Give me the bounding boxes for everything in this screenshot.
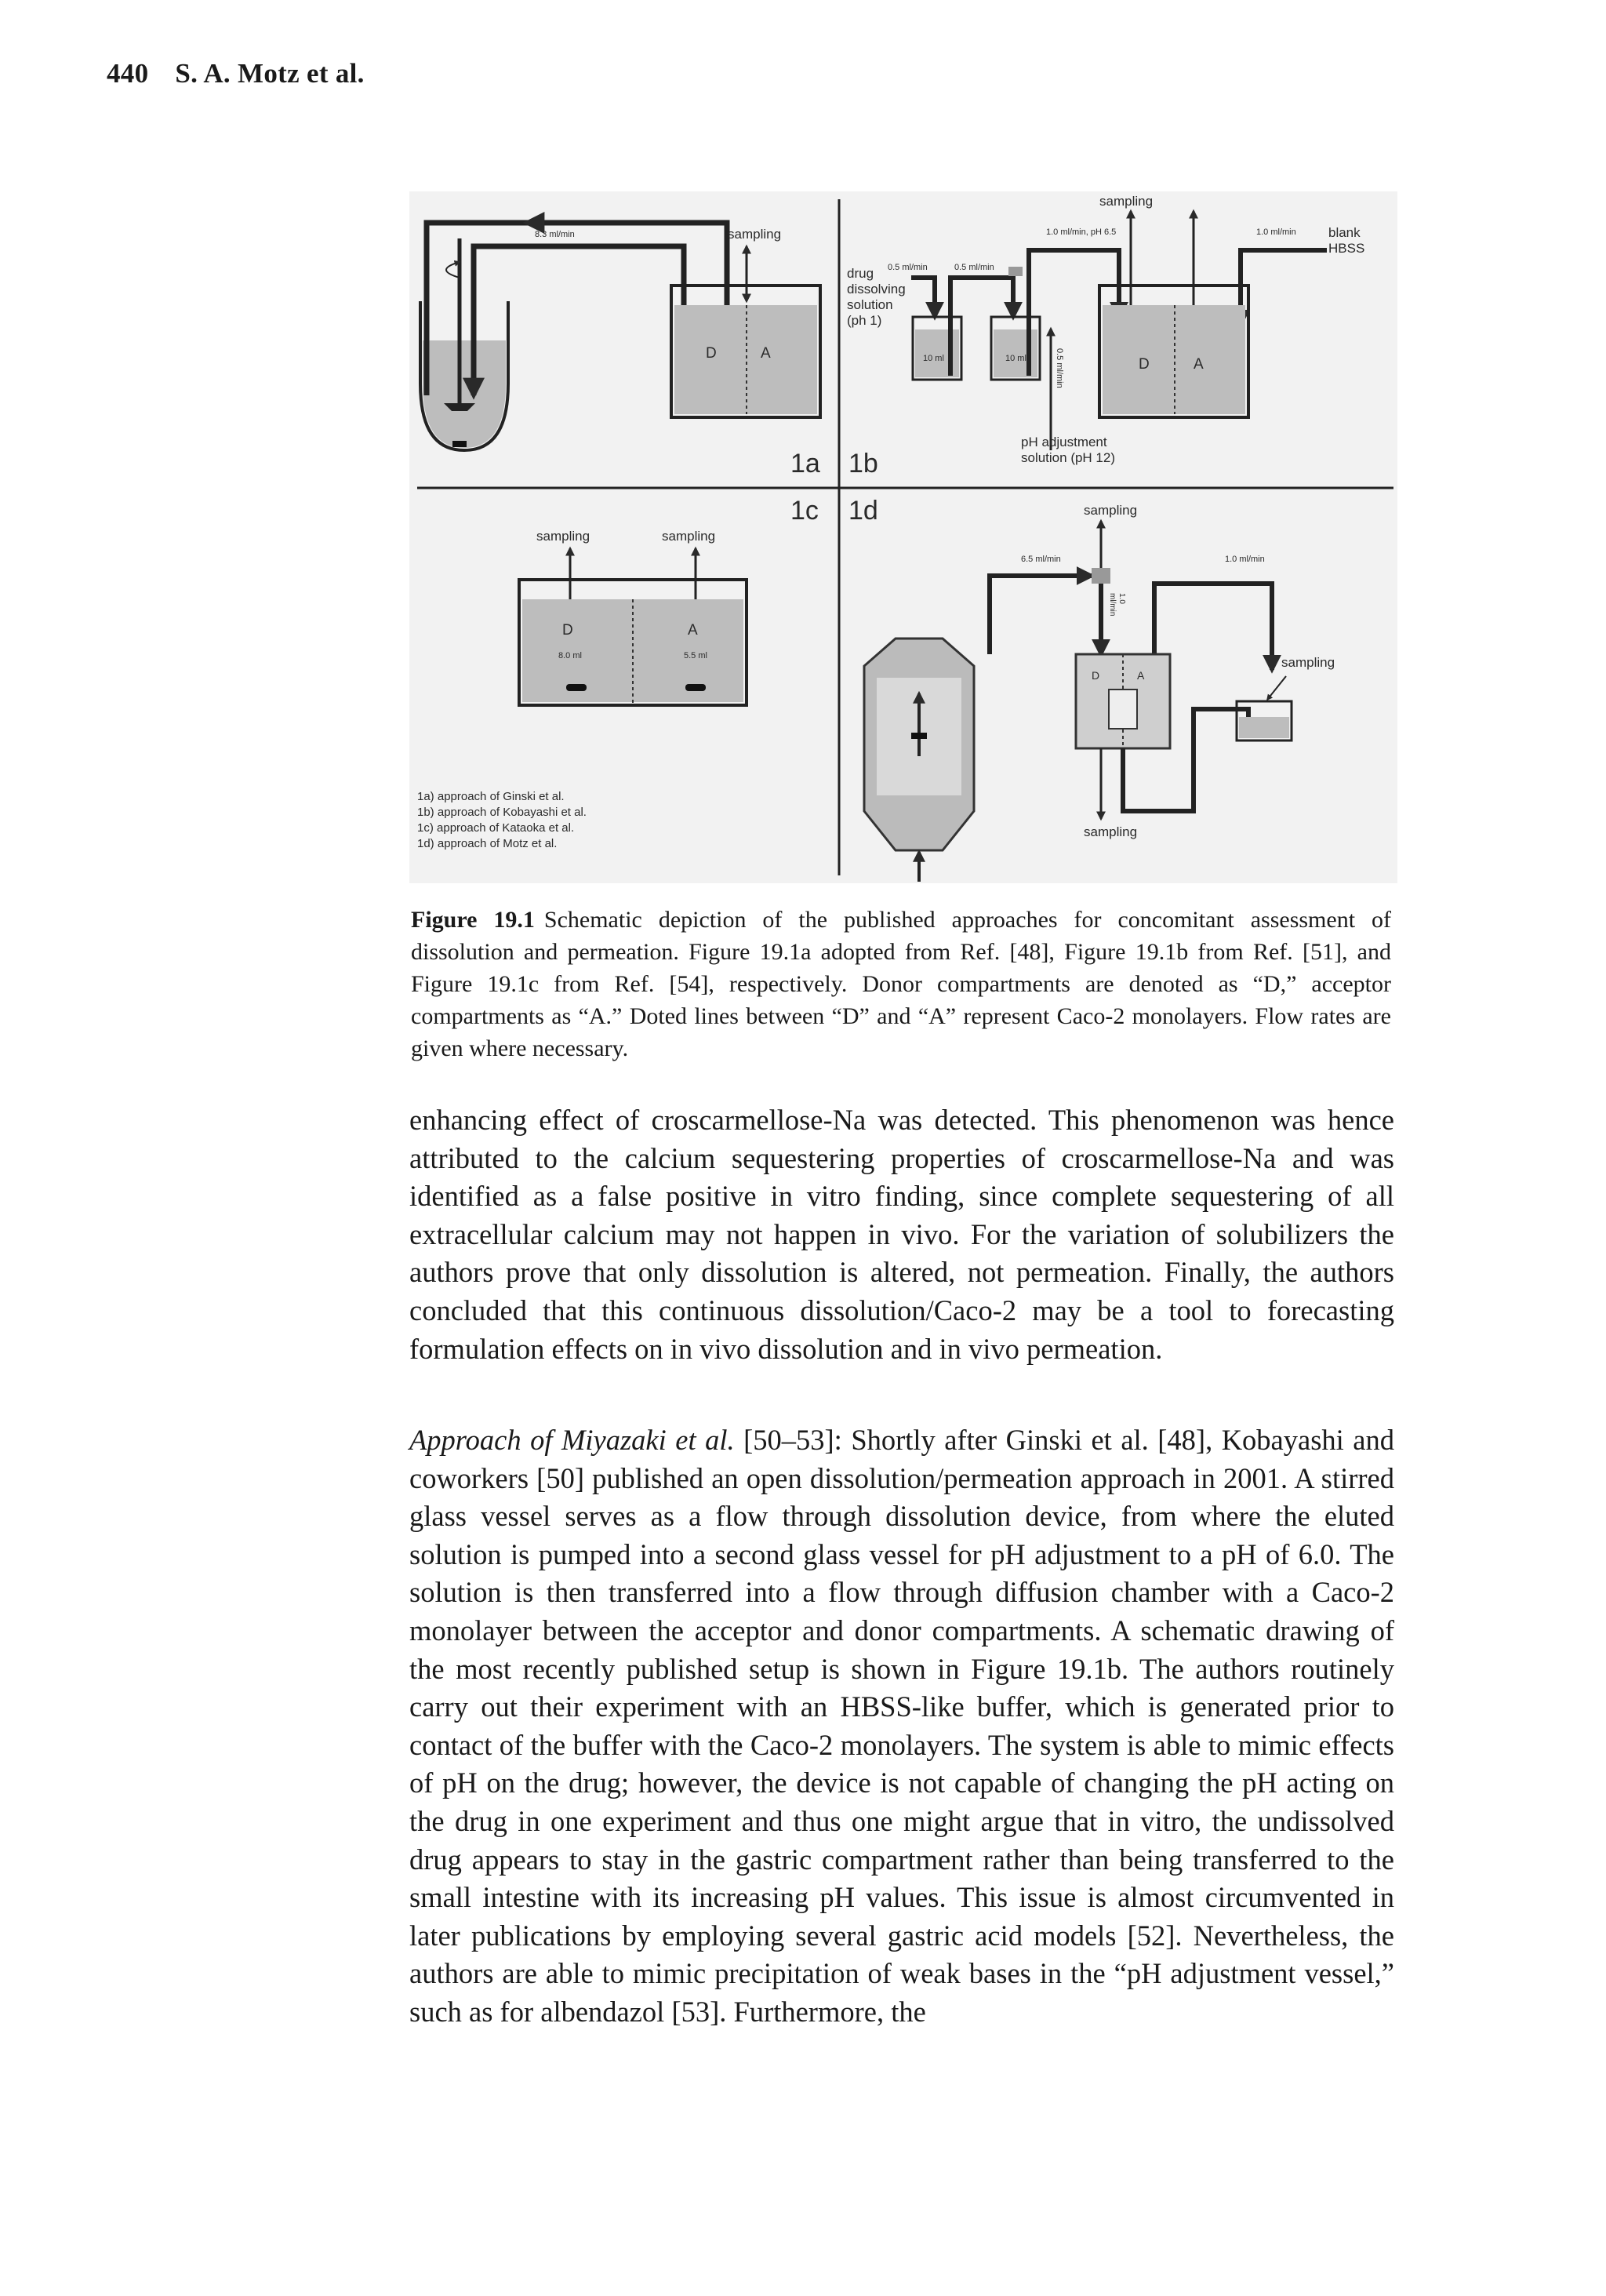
figure-schematic: [409, 191, 1397, 883]
page-number: 440: [107, 58, 149, 89]
hbss-label: HBSS: [1328, 241, 1365, 256]
panel-label-1c: 1c: [790, 496, 819, 526]
panel-label-1d: 1d: [848, 496, 878, 526]
acceptor-label-1a: A: [761, 345, 771, 362]
body-paragraph-1: enhancing effect of croscarmellose-Na was detected. This phenomenon was hence attributed to the calcium sequestering properties of croscarmellose-Na and was identified as a false positive in vitro finding, since complete sequestering of all extracellular calcium may not happen in vivo. For the variation of solubilizers the authors prove that only dissolution is altered, not permeation. Finally, the authors concluded that this continuous dissolution/Caco-2 may be a tool to forecasting formulation effects on in vivo dissolution and in vivo permeation.: [409, 1104, 1394, 1365]
flow-label-1d-right: 1.0 ml/min: [1225, 555, 1265, 564]
svg-text:10 ml: 10 ml: [923, 354, 944, 363]
sampling-label-1c-donor: sampling: [536, 529, 590, 544]
figure-19-1: [409, 191, 1397, 883]
flow-label-1b-3: 1.0 ml/min, pH 6.5: [1046, 227, 1117, 237]
paragraph-2-text: [50–53]: Shortly after Ginski et al. [48], Kobayashi and coworkers [50] published an open dissolution/permeation approach in 2001. A stirred glass vessel serves as a flow through dissolution device, from where the eluted solution is pumped into a second glass vessel for pH adjustment to a pH of 6.0. The solution is then transferred into a flow through diffusion chamber with a Caco-2 monolayer between the acceptor and donor compartments. A schematic drawing of the most recently published setup is shown in Figure 19.1b. The authors routinely carry out their experiment with an HBSS-like buffer, which is generated prior to contact of the buffer with the Caco-2 monolayers. The system is able to mimic effects of pH on the drug; however, the device is not capable of changing the pH acting on the drug in one experiment and thus one might argue that in vitro, the undissolved drug appears to stay in the gastric compartment rather than being transferred to the small intestine with its increasing pH values. This issue is almost circumvented in later publications by employing several gastric acid models [52]. Nevertheless, the authors are able to mimic precipitation of weak bases in the “pH adjustment vessel,” such as for albendazol [53]. Furthermore, the: [409, 1424, 1395, 2028]
figure-caption: [411, 904, 1391, 1064]
legend-item-1c: 1c) approach of Kataoka et al.: [417, 821, 575, 835]
svg-text:8.0 ml: 8.0 ml: [558, 651, 582, 660]
svg-text:10 ml: 10 ml: [1005, 354, 1026, 363]
acceptor-label-1b: A: [1194, 356, 1204, 373]
sampling-label-1c-acceptor: sampling: [662, 529, 716, 544]
acceptor-label-1c: A: [688, 622, 698, 639]
donor-label-1c: D: [562, 622, 573, 639]
flow-rate-label-1a: 8.3 ml/min: [535, 230, 575, 239]
ph-adjustment-label-1: pH adjustment: [1021, 435, 1107, 449]
sampling-label-1a: sampling: [728, 227, 782, 242]
paragraph-2-lead: Approach of Miyazaki et al.: [409, 1424, 735, 1456]
blank-label: blank: [1328, 225, 1361, 240]
donor-label-1b: D: [1139, 356, 1150, 373]
flow-label-1b-4: 1.0 ml/min: [1256, 227, 1296, 237]
drug-solution-label: drug dissolving solution (ph 1): [847, 266, 906, 328]
svg-text:1.0: 1.0: [1117, 593, 1126, 604]
running-head: [107, 58, 365, 89]
vessel-liquid: [423, 340, 506, 448]
sampling-label-1d-bottom: sampling: [1084, 824, 1138, 839]
figure-caption-label: Figure 19.1: [411, 907, 535, 933]
figure-caption-text: Schematic depiction of the published approaches for concomitant assessment of dissolution and permeation. Figure 19.1a adopted from Ref. [48], Figure 19.1b from Ref. [51], and Figure 19.1c from Ref. [54], respectively. Donor compartments are denoted as “D,” acceptor compartments as “A.” Doted lines between “D” and “A” represent Caco-2 monolayers. Flow rates are given where necessary.: [411, 907, 1391, 1061]
body-paragraph-2: [409, 1421, 1394, 2032]
flow-label-1b-1: 0.5 ml/min: [888, 263, 928, 272]
svg-text:ml/min: ml/min: [1108, 593, 1117, 617]
sampling-label-1d-top: sampling: [1084, 503, 1138, 518]
legend-item-1d: 1d) approach of Motz et al.: [417, 837, 558, 850]
panel-label-1a: 1a: [790, 449, 820, 478]
ph-adjustment-label-2: solution (pH 12): [1021, 450, 1116, 465]
svg-text:0.5 ml/min: 0.5 ml/min: [1055, 348, 1064, 388]
donor-label-1a: D: [706, 345, 717, 362]
acceptor-label-1d: A: [1137, 669, 1145, 682]
flow-label-1d-left: 6.5 ml/min: [1021, 555, 1061, 564]
panel-label-1b: 1b: [848, 449, 878, 478]
donor-label-1d: D: [1092, 669, 1100, 682]
legend-item-1b: 1b) approach of Kobayashi et al.: [417, 806, 587, 819]
sampling-label-1b: sampling: [1099, 194, 1154, 209]
flow-label-1b-2: 0.5 ml/min: [954, 263, 994, 272]
legend-item-1a: 1a) approach of Ginski et al.: [417, 790, 565, 803]
sampling-label-1d-right: sampling: [1281, 655, 1335, 670]
svg-text:5.5 ml: 5.5 ml: [684, 651, 707, 660]
running-head-authors: S. A. Motz et al.: [175, 58, 365, 89]
